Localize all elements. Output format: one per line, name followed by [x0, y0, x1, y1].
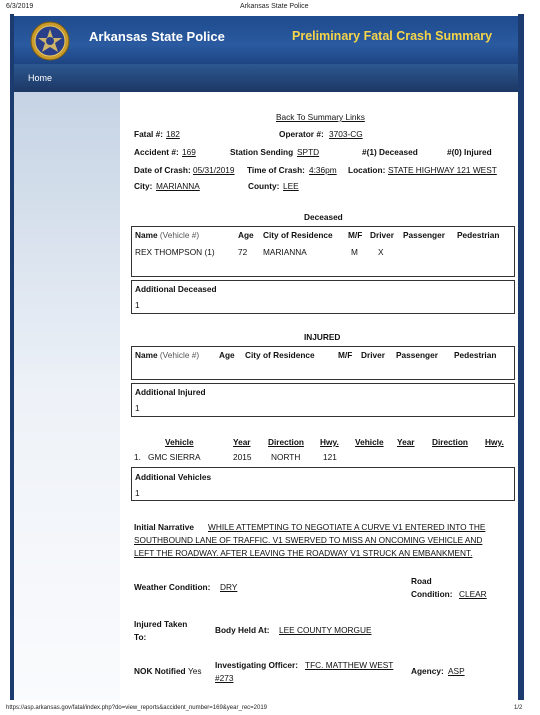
- deceased-col-name: Name (Vehicle #): [135, 230, 200, 240]
- frame-right-border: [518, 14, 524, 700]
- county-value: LEE: [283, 181, 299, 191]
- accident-value: 169: [182, 147, 196, 157]
- station-value: SPTD: [297, 147, 320, 157]
- time-value: 4:36pm: [309, 165, 337, 175]
- deceased-count: #(1) Deceased: [362, 147, 418, 157]
- additional-vehicles-value: 1: [135, 488, 140, 498]
- additional-vehicles-label: Additional Vehicles: [135, 472, 212, 482]
- location-label: Location:: [348, 165, 386, 175]
- body-held-label: Body Held At:: [215, 625, 270, 635]
- agency-label: Agency:: [411, 666, 444, 676]
- officer-value-2: #273: [215, 673, 234, 683]
- report-title: Preliminary Fatal Crash Summary: [292, 29, 493, 43]
- fatal-label: Fatal #:: [134, 129, 164, 139]
- print-page-title: Arkansas State Police: [240, 3, 309, 10]
- print-date: 6/3/2019: [6, 3, 34, 10]
- injured-col-age: Age: [219, 350, 235, 360]
- vehicle-row-hwy: 121: [323, 452, 337, 462]
- print-page-number: 1/2: [514, 705, 523, 711]
- vehicles-col-vehicle: Vehicle: [165, 437, 194, 447]
- deceased-col-age: Age: [238, 230, 254, 240]
- deceased-heading: Deceased: [304, 212, 343, 222]
- officer-label: Investigating Officer:: [215, 660, 298, 670]
- date-value: 05/31/2019: [193, 165, 235, 175]
- accident-label: Accident #:: [134, 147, 179, 157]
- vehicle-row-direction: NORTH: [271, 452, 301, 462]
- deceased-col-passenger: Passenger: [403, 230, 445, 240]
- sidebar: [14, 92, 120, 700]
- officer-value-1: TFC. MATTHEW WEST: [305, 660, 394, 670]
- additional-injured-value: 1: [135, 403, 140, 413]
- injured-col-driver: Driver: [361, 350, 385, 360]
- weather-value: DRY: [220, 582, 238, 592]
- time-label: Time of Crash:: [247, 165, 305, 175]
- nok-label: NOK Notified Yes: [134, 666, 202, 676]
- weather-label: Weather Condition:: [134, 582, 211, 592]
- injured-col-mf: M/F: [338, 350, 353, 360]
- injured-taken-label-2: To:: [134, 632, 147, 642]
- back-to-summary-link[interactable]: Back To Summary Links: [276, 112, 365, 122]
- vehicles-col-vehicle-2: Vehicle: [355, 437, 384, 447]
- vehicles-col-direction: Direction: [268, 437, 304, 447]
- location-value: STATE HIGHWAY 121 WEST: [388, 165, 497, 175]
- deceased-row-mf: M: [351, 247, 358, 257]
- narrative-line-3: LEFT THE ROADWAY. AFTER LEAVING THE ROADWAY V1 STRUCK AN EMBANKMENT.: [134, 548, 473, 558]
- operator-value: 3703-CG: [329, 129, 363, 139]
- injured-col-pedestrian: Pedestrian: [454, 350, 497, 360]
- deceased-row-name: REX THOMPSON (1): [135, 247, 215, 257]
- narrative-label: Initial Narrative: [134, 522, 194, 532]
- injured-col-city: City of Residence: [245, 350, 315, 360]
- county-label: County:: [248, 181, 280, 191]
- vehicles-col-year: Year: [233, 437, 251, 447]
- print-url: https://asp.arkansas.gov/fatal/index.php?do=view_reports&accident_number=169&year_rec=2019: [6, 705, 268, 711]
- injured-col-passenger: Passenger: [396, 350, 438, 360]
- body-held-value: LEE COUNTY MORGUE: [279, 625, 372, 635]
- deceased-row-city: MARIANNA: [263, 247, 307, 257]
- nav-bar: [14, 64, 518, 92]
- road-value: CLEAR: [459, 589, 487, 599]
- additional-injured-label: Additional Injured: [135, 387, 206, 397]
- deceased-col-driver: Driver: [370, 230, 394, 240]
- additional-deceased-value: 1: [135, 300, 140, 310]
- injured-heading: INJURED: [304, 332, 341, 342]
- vehicle-row-number: 1.: [134, 452, 141, 462]
- vehicles-col-year-2: Year: [397, 437, 415, 447]
- vehicles-col-hwy: Hwy.: [320, 437, 339, 447]
- state-police-badge-icon: [30, 21, 70, 61]
- injured-taken-value: [150, 632, 160, 641]
- city-label: City:: [134, 181, 153, 191]
- narrative-line-1: WHILE ATTEMPTING TO NEGOTIATE A CURVE V1 ENTERED INTO THE: [208, 522, 486, 532]
- station-label: Station Sending: [230, 147, 294, 157]
- nav-home-link[interactable]: Home: [28, 73, 53, 83]
- injured-col-name: Name (Vehicle #): [135, 350, 200, 360]
- agency-title: Arkansas State Police: [89, 29, 225, 44]
- fatal-value: 182: [166, 129, 180, 139]
- agency-value: ASP: [448, 666, 465, 676]
- vehicle-row-year: 2015: [233, 452, 252, 462]
- deceased-row-age: 72: [238, 247, 248, 257]
- road-label-1: Road: [411, 576, 432, 586]
- injured-count: #(0) Injured: [447, 147, 492, 157]
- injured-taken-label-1: Injured Taken: [134, 619, 188, 629]
- deceased-col-city: City of Residence: [263, 230, 333, 240]
- vehicle-row-vehicle: GMC SIERRA: [148, 452, 201, 462]
- operator-label: Operator #:: [279, 129, 324, 139]
- deceased-row-driver: X: [378, 247, 384, 257]
- vehicles-col-direction-2: Direction: [432, 437, 468, 447]
- road-label-2: Condition:: [411, 589, 453, 599]
- narrative-line-2: SOUTHBOUND LANE OF TRAFFIC. V1 SWERVED TO MISS AN ONCOMING VEHICLE AND: [134, 535, 483, 545]
- city-value: MARIANNA: [156, 181, 200, 191]
- deceased-col-pedestrian: Pedestrian: [457, 230, 500, 240]
- deceased-col-mf: M/F: [348, 230, 363, 240]
- vehicles-col-hwy-2: Hwy.: [485, 437, 504, 447]
- additional-deceased-label: Additional Deceased: [135, 284, 217, 294]
- date-label: Date of Crash:: [134, 165, 191, 175]
